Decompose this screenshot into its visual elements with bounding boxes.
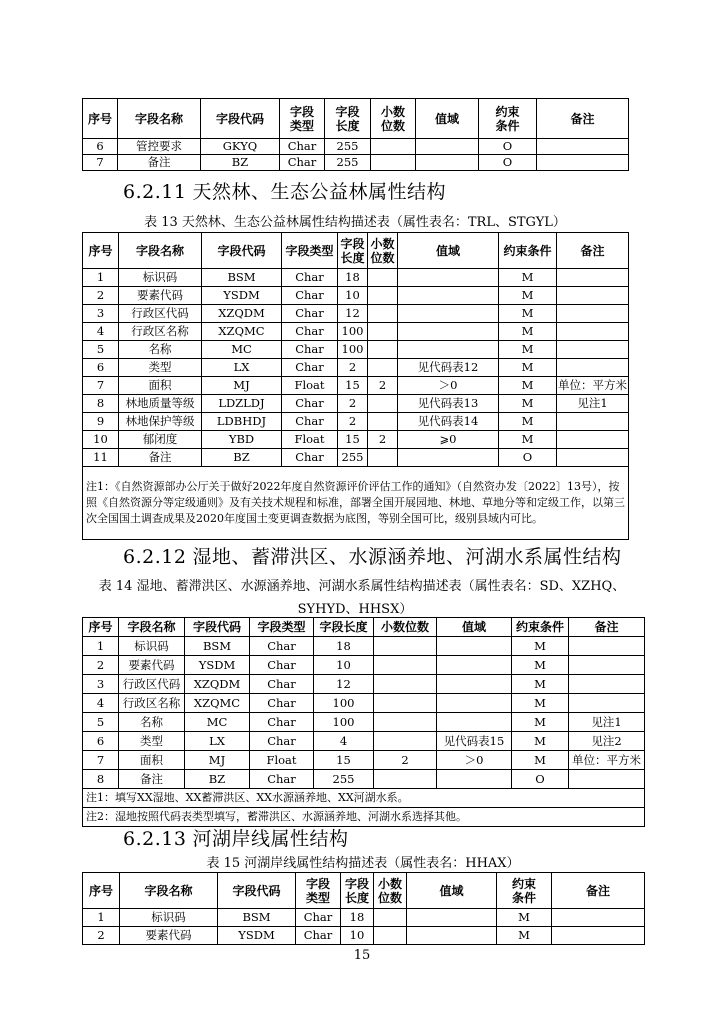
field-name-cell: 行政区代码 (119, 675, 185, 694)
constraint-cell: M (499, 305, 557, 323)
field-code-cell: MJ (202, 377, 282, 395)
table-13-caption: 表 13 天然林、生态公益林属性结构描述表（属性表名：TRL、STGYL） (144, 215, 566, 230)
constraint-cell: M (499, 359, 557, 377)
remark-cell (569, 770, 645, 789)
column-header: 约束 条件 (497, 873, 552, 909)
remark-cell (537, 139, 629, 155)
header-row (83, 873, 645, 909)
constraint-cell: M (497, 909, 552, 927)
table-row (83, 909, 645, 927)
constraint-cell: M (512, 751, 569, 770)
field-type-cell: Char (250, 675, 314, 694)
field-type-cell: Char (282, 449, 338, 467)
remark-cell (557, 323, 629, 341)
constraint-cell: M (512, 656, 569, 675)
seq-cell: 3 (83, 305, 119, 323)
field-type-cell: Char (282, 305, 338, 323)
constraint-cell: O (479, 155, 537, 171)
column-header: 值域 (398, 233, 499, 269)
domain-cell (416, 155, 479, 171)
section-number: 6.2.12 (123, 546, 187, 568)
field-code-cell: LDZLDJ (202, 395, 282, 413)
constraint-cell: M (512, 675, 569, 694)
table-row (83, 305, 629, 323)
table-14-caption-line1: 表 14 湿地、蓄滞洪区、水源涵养地、河湖水系属性结构描述表（属性表名：SD、XZHQ、 (98, 579, 626, 594)
seq-cell: 1 (83, 637, 119, 656)
remark-cell: 见注2 (569, 732, 645, 751)
field-length-cell: 255 (338, 449, 368, 467)
field-code-cell: BZ (185, 770, 250, 789)
field-code-cell: LX (185, 732, 250, 751)
table-row (83, 713, 645, 732)
seq-cell: 7 (83, 155, 118, 171)
field-type-cell: Char (296, 927, 341, 945)
seq-cell: 3 (83, 675, 119, 694)
column-header: 字段长度 (314, 618, 374, 637)
field-type-cell: Float (282, 377, 338, 395)
constraint-cell: M (499, 377, 557, 395)
domain-cell (398, 269, 499, 287)
field-code-cell: YSDM (185, 656, 250, 675)
constraint-cell: M (499, 395, 557, 413)
field-name-cell: 行政区代码 (119, 305, 202, 323)
field-type-cell: Char (296, 909, 341, 927)
column-header: 约束 条件 (479, 99, 537, 139)
table-15 (82, 872, 645, 945)
domain-cell (437, 713, 512, 732)
field-type-cell: Char (250, 656, 314, 675)
decimal-cell (368, 323, 398, 341)
field-length-cell: 255 (314, 770, 374, 789)
constraint-cell: M (499, 323, 557, 341)
column-header: 备注 (557, 233, 629, 269)
column-header: 字段 长度 (341, 873, 374, 909)
decimal-cell (368, 305, 398, 323)
column-header: 字段代码 (201, 99, 280, 139)
domain-cell (437, 637, 512, 656)
seq-cell: 2 (83, 287, 119, 305)
field-code-cell: XZQMC (185, 694, 250, 713)
field-length-cell: 255 (325, 139, 371, 155)
column-header: 备注 (569, 618, 645, 637)
decimal-cell (374, 732, 437, 751)
field-type-cell: Char (250, 732, 314, 751)
field-length-cell: 18 (338, 269, 368, 287)
table-14 (82, 617, 645, 827)
remark-cell (557, 413, 629, 431)
column-header: 字段名称 (119, 233, 202, 269)
table-note: 注1：《自然资源部办公厅关于做好2022年度自然资源评价评估工作的通知》（自然资办发〔2022〕13号），按照《自然资源分等定级通则》及有关技术规程和标准，部署全国开展园地、林地、草地分等和定级工作，以第三次全国国土调查成果及2020年度国土变更调查数据为底图，等别全国可比，级别县域内可比。 (83, 467, 629, 540)
seq-cell: 6 (83, 359, 119, 377)
decimal-cell (368, 413, 398, 431)
field-name-cell: 要素代码 (120, 927, 218, 945)
decimal-cell (374, 713, 437, 732)
remark-cell: 见注1 (569, 713, 645, 732)
section-heading-6-2-11 (123, 177, 446, 204)
section-number: 6.2.11 (123, 181, 187, 203)
column-header: 约束条件 (499, 233, 557, 269)
table-row (83, 431, 629, 449)
domain-cell: 见代码表13 (398, 395, 499, 413)
decimal-cell (368, 449, 398, 467)
field-code-cell: XZQDM (202, 305, 282, 323)
decimal-cell: 2 (368, 431, 398, 449)
column-header: 小数 位数 (371, 99, 416, 139)
field-type-cell: Float (250, 751, 314, 770)
field-length-cell: 100 (314, 694, 374, 713)
domain-cell (437, 675, 512, 694)
seq-cell: 2 (83, 656, 119, 675)
field-name-cell: 备注 (118, 155, 201, 171)
column-header: 值域 (437, 618, 512, 637)
remark-cell (557, 431, 629, 449)
seq-cell: 9 (83, 413, 119, 431)
decimal-cell (374, 694, 437, 713)
constraint-cell: M (499, 269, 557, 287)
table-row (83, 377, 629, 395)
domain-cell: ＞0 (437, 751, 512, 770)
field-code-cell: XZQDM (185, 675, 250, 694)
field-code-cell: BSM (202, 269, 282, 287)
field-type-cell: Char (282, 323, 338, 341)
field-length-cell: 4 (314, 732, 374, 751)
field-code-cell: BZ (201, 155, 280, 171)
header-row (83, 233, 629, 269)
field-name-cell: 名称 (119, 713, 185, 732)
field-length-cell: 12 (338, 305, 368, 323)
constraint-cell: M (499, 431, 557, 449)
field-type-cell: Char (250, 694, 314, 713)
seq-cell: 6 (83, 732, 119, 751)
seq-cell: 1 (83, 269, 119, 287)
constraint-cell: M (499, 341, 557, 359)
table-note: 注1：填写XX湿地、XX蓄滞洪区、XX水源涵养地、XX河湖水系。 (83, 789, 645, 808)
decimal-cell (374, 675, 437, 694)
table-13 (82, 232, 629, 540)
table-row (83, 287, 629, 305)
domain-cell (398, 305, 499, 323)
column-header: 字段代码 (218, 873, 296, 909)
column-header: 小数 位数 (368, 233, 398, 269)
seq-cell: 5 (83, 713, 119, 732)
field-type-cell: Char (280, 155, 325, 171)
remark-cell (557, 341, 629, 359)
domain-cell (398, 449, 499, 467)
section-heading-6-2-12 (123, 542, 621, 569)
remark-cell (537, 155, 629, 171)
table-note: 注2：湿地按照代码表类型填写，蓄滞洪区、水源涵养地、河湖水系选择其他。 (83, 808, 645, 827)
field-length-cell: 12 (314, 675, 374, 694)
constraint-cell: M (499, 413, 557, 431)
field-name-cell: 林地质量等级 (119, 395, 202, 413)
table-14-caption-line2: SYHYD、HHSX） (297, 602, 413, 617)
column-header: 字段名称 (118, 99, 201, 139)
table-row (83, 675, 645, 694)
section-title: 天然林、生态公益林属性结构 (192, 181, 446, 203)
field-length-cell: 2 (338, 359, 368, 377)
table-row (83, 927, 645, 945)
domain-cell (437, 656, 512, 675)
decimal-cell (371, 155, 416, 171)
field-name-cell: 备注 (119, 449, 202, 467)
domain-cell: 见代码表14 (398, 413, 499, 431)
section-heading-6-2-13 (123, 824, 348, 851)
remark-cell (557, 305, 629, 323)
column-header: 序号 (83, 873, 120, 909)
field-length-cell: 10 (341, 927, 374, 945)
seq-cell: 7 (83, 751, 119, 770)
field-length-cell: 2 (338, 395, 368, 413)
column-header: 字段 类型 (280, 99, 325, 139)
field-type-cell: Char (250, 713, 314, 732)
decimal-cell (374, 637, 437, 656)
column-header: 小数 位数 (374, 873, 407, 909)
seq-cell: 2 (83, 927, 120, 945)
domain-cell: ⩾0 (398, 431, 499, 449)
field-length-cell: 255 (325, 155, 371, 171)
field-name-cell: 面积 (119, 751, 185, 770)
remark-cell (552, 909, 645, 927)
decimal-cell (374, 656, 437, 675)
decimal-cell (371, 139, 416, 155)
decimal-cell: 2 (374, 751, 437, 770)
constraint-cell: M (512, 637, 569, 656)
column-header: 字段名称 (119, 618, 185, 637)
remark-cell: 见注1 (557, 395, 629, 413)
field-code-cell: LDBHDJ (202, 413, 282, 431)
table-row (83, 694, 645, 713)
field-name-cell: 要素代码 (119, 287, 202, 305)
table-row (83, 449, 629, 467)
table-note-row (83, 789, 645, 808)
section-title: 河湖岸线属性结构 (192, 828, 349, 850)
table-row (83, 656, 645, 675)
seq-cell: 8 (83, 395, 119, 413)
remark-cell (569, 675, 645, 694)
constraint-cell: M (512, 694, 569, 713)
field-name-cell: 标识码 (120, 909, 218, 927)
field-length-cell: 100 (314, 713, 374, 732)
field-name-cell: 面积 (119, 377, 202, 395)
decimal-cell: 2 (368, 377, 398, 395)
field-name-cell: 管控要求 (118, 139, 201, 155)
field-code-cell: YSDM (218, 927, 296, 945)
decimal-cell (368, 395, 398, 413)
domain-cell (437, 694, 512, 713)
remark-cell (557, 269, 629, 287)
seq-cell: 4 (83, 323, 119, 341)
column-header: 字段 长度 (325, 99, 371, 139)
field-name-cell: 标识码 (119, 637, 185, 656)
field-name-cell: 行政区名称 (119, 694, 185, 713)
field-type-cell: Char (282, 413, 338, 431)
field-code-cell: GKYQ (201, 139, 280, 155)
column-header: 字段名称 (120, 873, 218, 909)
constraint-cell: O (512, 770, 569, 789)
field-name-cell: 郁闭度 (119, 431, 202, 449)
column-header: 值域 (416, 99, 479, 139)
constraint-cell: M (512, 732, 569, 751)
decimal-cell (374, 909, 407, 927)
column-header: 小数位数 (374, 618, 437, 637)
field-name-cell: 备注 (119, 770, 185, 789)
seq-cell: 4 (83, 694, 119, 713)
seq-cell: 5 (83, 341, 119, 359)
header-row (83, 618, 645, 637)
constraint-cell: O (499, 449, 557, 467)
field-type-cell: Char (282, 395, 338, 413)
seq-cell: 8 (83, 770, 119, 789)
remark-cell (557, 449, 629, 467)
page-number: 15 (353, 948, 371, 963)
remark-cell (557, 359, 629, 377)
decimal-cell (368, 359, 398, 377)
constraint-cell: M (499, 287, 557, 305)
field-type-cell: Char (282, 359, 338, 377)
field-type-cell: Char (250, 770, 314, 789)
field-type-cell: Char (280, 139, 325, 155)
field-code-cell: XZQMC (202, 323, 282, 341)
domain-cell: 见代码表15 (437, 732, 512, 751)
field-length-cell: 15 (314, 751, 374, 770)
field-type-cell: Char (282, 287, 338, 305)
seq-cell: 1 (83, 909, 120, 927)
section-title: 湿地、蓄滞洪区、水源涵养地、河湖水系属性结构 (192, 546, 622, 568)
remark-cell (569, 694, 645, 713)
table-row (83, 323, 629, 341)
decimal-cell (374, 927, 407, 945)
field-length-cell: 100 (338, 323, 368, 341)
table-12-continuation (82, 98, 629, 171)
field-name-cell: 类型 (119, 732, 185, 751)
table-row (83, 751, 645, 770)
field-code-cell: MC (202, 341, 282, 359)
domain-cell (398, 323, 499, 341)
field-name-cell: 行政区名称 (119, 323, 202, 341)
field-code-cell: YSDM (202, 287, 282, 305)
table-row (83, 155, 629, 171)
decimal-cell (374, 770, 437, 789)
field-name-cell: 标识码 (119, 269, 202, 287)
decimal-cell (368, 287, 398, 305)
field-name-cell: 名称 (119, 341, 202, 359)
column-header: 字段 类型 (296, 873, 341, 909)
constraint-cell: M (497, 927, 552, 945)
field-code-cell: BSM (185, 637, 250, 656)
table-row (83, 269, 629, 287)
table-row (83, 395, 629, 413)
seq-cell: 6 (83, 139, 118, 155)
field-name-cell: 林地保护等级 (119, 413, 202, 431)
remark-cell (557, 287, 629, 305)
column-header: 序号 (83, 99, 118, 139)
remark-cell (569, 656, 645, 675)
column-header: 字段类型 (282, 233, 338, 269)
domain-cell (398, 341, 499, 359)
table-15-caption: 表 15 河湖岸线属性结构描述表（属性表名：HHAX） (206, 856, 520, 871)
column-header: 序号 (83, 618, 119, 637)
field-code-cell: BZ (202, 449, 282, 467)
field-name-cell: 要素代码 (119, 656, 185, 675)
column-header: 序号 (83, 233, 119, 269)
column-header: 字段代码 (185, 618, 250, 637)
column-header: 值域 (407, 873, 497, 909)
column-header: 约束条件 (512, 618, 569, 637)
decimal-cell (368, 269, 398, 287)
table-row (83, 770, 645, 789)
column-header: 字段 长度 (338, 233, 368, 269)
decimal-cell (368, 341, 398, 359)
field-code-cell: MJ (185, 751, 250, 770)
field-type-cell: Char (282, 341, 338, 359)
field-length-cell: 100 (338, 341, 368, 359)
domain-cell (437, 770, 512, 789)
field-name-cell: 类型 (119, 359, 202, 377)
field-length-cell: 10 (314, 656, 374, 675)
table-note-row (83, 467, 629, 540)
table-row (83, 341, 629, 359)
field-code-cell: MC (185, 713, 250, 732)
column-header: 字段代码 (202, 233, 282, 269)
field-code-cell: YBD (202, 431, 282, 449)
table-row (83, 413, 629, 431)
field-length-cell: 2 (338, 413, 368, 431)
column-header: 字段类型 (250, 618, 314, 637)
remark-cell: 单位：平方米 (557, 377, 629, 395)
column-header: 备注 (552, 873, 645, 909)
table-row (83, 732, 645, 751)
table-row (83, 139, 629, 155)
domain-cell: 见代码表12 (398, 359, 499, 377)
domain-cell (407, 909, 497, 927)
domain-cell (407, 927, 497, 945)
field-length-cell: 10 (338, 287, 368, 305)
field-type-cell: Float (282, 431, 338, 449)
field-code-cell: BSM (218, 909, 296, 927)
field-type-cell: Char (250, 637, 314, 656)
domain-cell (398, 287, 499, 305)
seq-cell: 11 (83, 449, 119, 467)
table-row (83, 359, 629, 377)
seq-cell: 7 (83, 377, 119, 395)
field-type-cell: Char (282, 269, 338, 287)
constraint-cell: M (512, 713, 569, 732)
remark-cell: 单位：平方米 (569, 751, 645, 770)
remark-cell (552, 927, 645, 945)
seq-cell: 10 (83, 431, 119, 449)
remark-cell (569, 637, 645, 656)
column-header: 备注 (537, 99, 629, 139)
domain-cell: ＞0 (398, 377, 499, 395)
section-number: 6.2.13 (123, 828, 187, 850)
field-length-cell: 15 (338, 377, 368, 395)
field-length-cell: 18 (341, 909, 374, 927)
field-length-cell: 18 (314, 637, 374, 656)
header-row (83, 99, 629, 139)
domain-cell (416, 139, 479, 155)
table-row (83, 637, 645, 656)
field-code-cell: LX (202, 359, 282, 377)
field-length-cell: 15 (338, 431, 368, 449)
constraint-cell: O (479, 139, 537, 155)
